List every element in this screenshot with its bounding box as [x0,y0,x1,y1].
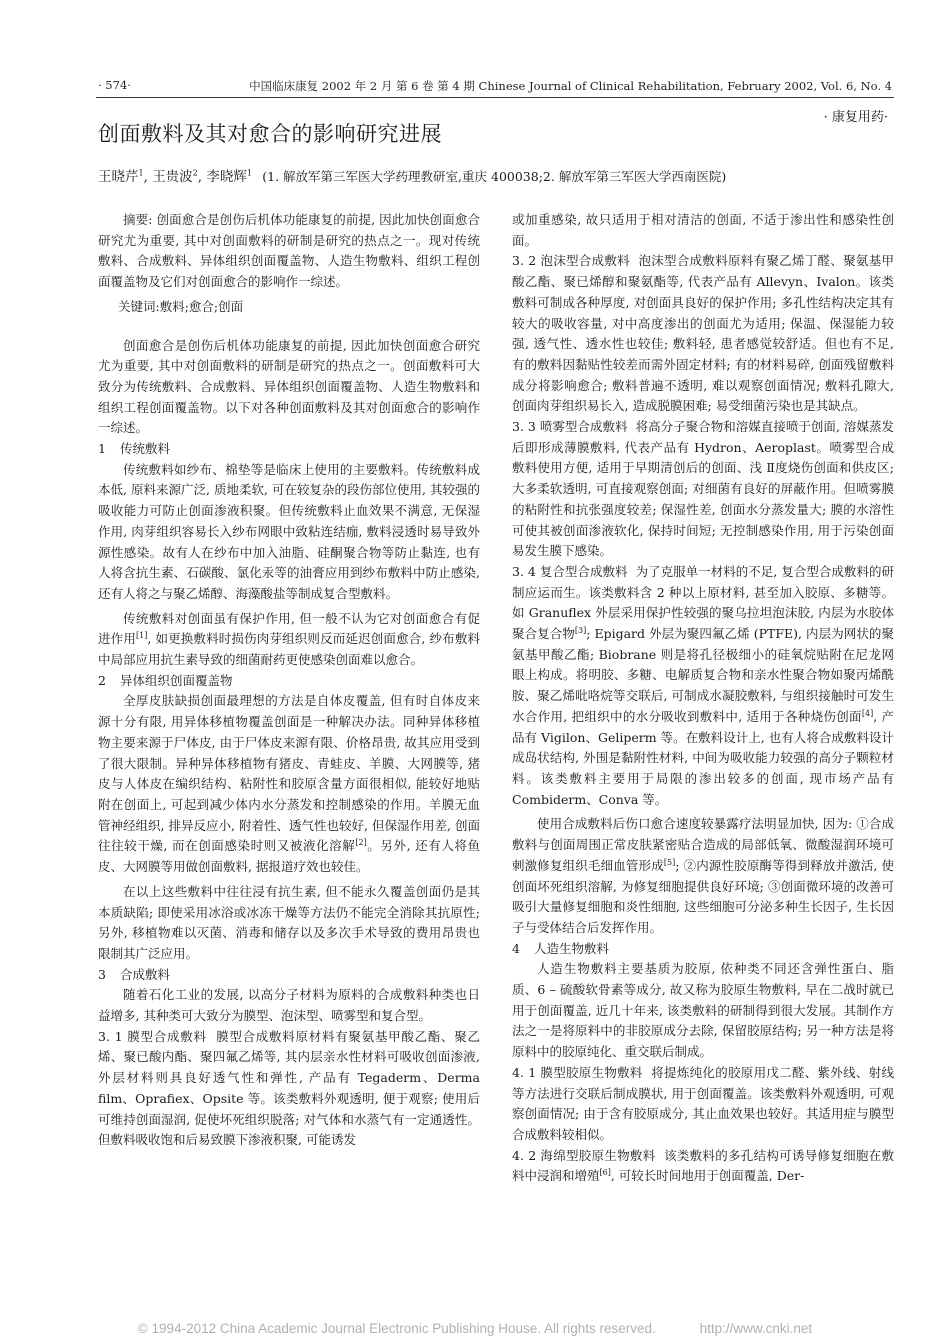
copyright-notice: © 1994-2012 China Academic Journal Electronic Publishing House. All rights reserved. [137,1321,656,1336]
section-heading-4: 4 人造生物敷料 [512,940,610,956]
left-column [98,210,480,1151]
paragraph: 随着石化工业的发展, 以高分子材料为原料的合成敷料种类也日益增多, 其种类可大致分为膜型、泡沫型、喷雾型和复合型。 [98,987,480,1024]
paragraph: 传统敷料对创面虽有保护作用, 但一般不认为它对创面愈合有促进作用[1], 如更换敷料时损伤肉芽组织则反而延迟创面愈合, 纱布敷料中局部应用抗生素导致的细菌耐药更使感染创面难以愈合。 [98,610,480,668]
footer [0,1321,950,1336]
author-name: 王晓芹 [98,169,139,185]
author-superscript: 1 [138,168,144,178]
intro-paragraph: 创面愈合是创伤后机体功能康复的前提, 因此加快创面愈合研究尤为重要, 其中对创面敷料的研制是研究的热点之一。创面敷料可大致分为传统敷料、合成敷料、异体组织创面覆盖物、人造生物敷料和组织工程创面覆盖物。以下对各种创面敷料及其对创面愈合的影响作一综述。 [98,337,480,436]
subsection-heading: 3. 1 膜型合成敷料 [98,1028,207,1044]
subsection-heading: 3. 3 喷雾型合成敷料 [512,419,628,435]
abstract: 摘要: 创面愈合是创伤后机体功能康复的前提, 因此加快创面愈合研究尤为重要, 其中对创面敷料的研制是研究的热点之一。现对传统敷料、合成敷料、异体组织创面覆盖物、人造生物敷料、组织工程创面覆盖物及它们对创面愈合的影响作一综述。 [98,212,480,290]
article-title: 创面敷料及其对愈合的影响研究进展 [98,122,442,146]
section-tag: · 康复用药· [823,110,888,125]
subsection-3-3: 3. 3 喷雾型合成敷料 将高分子聚合物和溶媒直接喷于创面, 溶媒蒸发后即形成薄膜敷料, 代表产品有 Hydron、Aeroplast。喷雾型合成敷料使用方便, 适用于早期清创后的创面、浅 Ⅱ度烧伤创面和供皮区; 大多柔软透明, 可直接观察创面; 对细菌有良好的屏蔽作用。但喷雾膜的粘附性和抗张强度较差; 保湿性差, 创面水分蒸发量大; 膜的水溶性可使其被创面渗液软化, 保持时间短; 无控制感染作用, 用于污染创面易发生膜下感染。 [512,419,895,559]
author-name: 王贵波 [152,169,193,185]
subsection-3-4: 3. 4 复合型合成敷料 为了克服单一材料的不足, 复合型合成敷料的研制应运而生。该类敷料含 2 种以上原材料, 甚至加入胶原、多糖等。如 Granuflex 外层采用保护性较强的聚乌拉坦泡沫胶, 内层为水胶体聚合复合物[3]; Epigard 外层为聚四氟乙烯 (PTFE), 内层为网状的聚氨基甲酸乙酯; Biobrane 则是将孔径极细小的硅氧烷贴附在尼龙网眼上构成。将明胶、多糖、电解质复合物和亲水性聚合物如聚丙烯酰胺、聚乙烯吡咯烷等交联后, 可制成水凝胶敷料, 与组织接触时可发生水合作用, 把组织中的水分吸收到敷料中, 适用于各种烧伤创面[4], 产品有 Vigilon、Geliperm 等。在敷料设计上, 也有人将合成敷料设计成岛状结构, 外围是黏附性材料, 中间为吸收能力较强的高分子颗粒材料。该类敷料主要用于局限的渗出较多的创面, 现市场产品有 Combiderm、Conva 等。 [512,563,895,807]
subsection-4-2: 4. 2 海绵型胶原生物敷料 该类敷料的多孔结构可诱导修复细胞在敷料中浸润和增殖[6], 可较长时间地用于创面覆盖, Der- [512,1147,894,1184]
right-column [512,210,894,1187]
author-superscript: 2 [192,168,198,178]
citation: [3] [574,625,587,635]
paragraph-continuation: 或加重感染, 故只适用于相对清洁的创面, 不适于渗出性和感染性创面。 [512,212,894,248]
page-number: · 574· [98,78,131,92]
citation: [6] [599,1168,611,1178]
citation: [2] [355,838,367,848]
keywords: 关键词:敷料;愈合;创面 [118,298,244,314]
paragraph: 传统敷料如纱布、棉垫等是临床上使用的主要敷料。传统敷料成本低, 原料来源广泛, 质地柔软, 可在较复杂的段伤部位使用, 其较强的吸收能力可防止创面渗液积聚。但传统敷料止血效果不满意, 无保湿作用, 肉芽组织容易长入纱布网眼中致粘连结痂, 敷料浸透时易导致外源性感染。故有人在纱布中加入油脂、硅酮聚合物等防止黏连, 也有人将含抗生素、石碳酸、氯化汞等的油膏应用到纱布敷料中防止感染, 还有人将之与聚乙烯醇、海藻酸盐等制成复合型敷料。 [98,461,480,601]
citation: [1] [136,631,148,641]
subsection-4-1: 4. 1 膜型胶原生物敷料 将提炼纯化的胶原用戊二醛、紫外线、射线等方法进行交联后制成膜状, 用于创面覆盖。该类敷料外观透明, 可观察创面情况; 由于含有胶原成分, 其止血效果也较好。其适用症与膜型合成敷料较相似。 [512,1064,894,1142]
paragraph: 人造生物敷料主要基质为胶原, 依种类不同还含弹性蛋白、脂质、6 – 硫酸软骨素等成分, 故又称为胶原生物敷料, 早在二战时就已用于创面覆盖, 近几十年来, 该类敷料的研制得到很大发展。其制作方法之一是将原料中的非胶原成分去除, 保留胶原结构; 另一种方法是将原料中的胶原纯化、重交联后制成。 [512,961,894,1060]
subsection-3-1: 3. 1 膜型合成敷料 膜型合成敷料原材料有聚氨基甲酸乙酯、聚乙烯、聚已酸内酯、聚四氟乙烯等, 其内层亲水性材料可吸收创面渗液, 外层材料则具良好透气性和弹性, 产品有 Tegaderm、Derma film、Oprafiex、Opsite 等。该类敷料外观透明, 便于观察; 使用后可维持创面湿润, 促使坏死组织脱落; 对气体和水蒸气有一定通透性。但敷料吸收饱和后易致膜下渗液积聚, 可能诱发 [98,1028,481,1148]
section-heading-2: 2 异体组织创面覆盖物 [98,672,233,688]
paragraph: 使用合成敷料后伤口愈合速度较暴露疗法明显加快, 因为: ①合成敷料与创面周围正常皮肤紧密贴合造成的局部低氧、微酸湿润环境可刺激修复组织毛细血管形成[5]; ②内源性胶原酶等得到释放并激活, 使创面坏死组织溶解, 为修复细胞提供良好环境; ③创面微环境的改善可吸引大量修复细胞和炎性细胞, 这些细胞可分泌多种生长因子, 生长因子与受体结合后发挥作用。 [512,816,894,935]
author-name: 李晓辉 [206,169,247,185]
author-superscript: 1 [246,168,252,178]
subsection-heading: 3. 2 泡沫型合成敷料 [512,253,630,269]
paragraph: 全厚皮肤缺损创面最理想的方法是自体皮覆盖, 但有时自体皮来源十分有限, 用异体移植物覆盖创面是一种解决办法。同种异体移植物主要来源于尸体皮, 由于尸体皮来源有限、价格昂贵, 故其应用受到了很大限制。异种异体移植物有猪皮、青蛙皮、羊膜、大网膜等, 猪皮与人体皮在编织结构、粘附性和胶原含量方面很相似, 能较好地贴附在创面上, 可起到减少体内水分蒸发和控制感染的作用。羊膜无血管神经组织, 排异反应小, 附着性、透气性也较好, 但保湿作用差, 创面往往较干燥, 而在创面感染时则又被液化溶解[2]。另外, 还有人将鱼皮、大网膜等用做创面敷料, 据报道疗效也较佳。 [98,693,481,875]
subsection-3-2: 3. 2 泡沫型合成敷料 泡沫型合成敷料原料有聚乙烯丁醛、聚氨基甲酸乙酯、聚已烯醇和聚氨酯等, 代表产品有 Allevyn、Ivalon。该类敷料可制成各种厚度, 对创面具良好的保护作用; 多孔性结构决定其有较大的吸收容量, 对中高度渗出的创面尤为适用; 保温、保湿能力较强, 透气性、透水性也较佳; 敷料轻, 患者感觉较舒适。但也有不足, 有的敷料因黏贴性较差而需外固定材料; 有的材料易碎, 创面残留敷料成分将影响愈合; 敷料普遍不透明, 难以观察创面情况; 敷料孔隙大, 创面肉芽组织易长入, 造成脱膜困难; 易受细菌污染也是其缺点。 [512,253,894,414]
author-line: 王晓芹$^1$, 王贵波$^2$, 李晓辉$^1$ (1. 解放军第三军医大学药理教研室,重庆 400038;2. 解放军第三军医大学西南医院) [98,168,727,185]
footer-url[interactable]: http://www.cnki.net [699,1321,813,1336]
section-heading-1: 1 传统敷料 [98,441,171,457]
author-affiliation: (1. 解放军第三军医大学药理教研室,重庆 400038;2. 解放军第三军医大学西南医院) [262,169,727,184]
section-heading-3: 3 合成敷料 [98,966,171,982]
header-rule [96,97,894,98]
subsection-heading: 4. 2 海绵型胶原生物敷料 [512,1147,656,1163]
subsection-heading: 3. 4 复合型合成敷料 [512,563,628,579]
paragraph: 在以上这些敷料中往往浸有抗生素, 但不能永久覆盖创面仍是其本质缺陷; 即使采用冰浴或冰冻干燥等方法仍不能完全消除其抗原性; 另外, 移植物难以灭菌、消毒和储存以及多次手术导致的费用昂贵也限制其广泛应用。 [98,883,480,961]
citation: [5] [663,857,676,867]
subsection-heading: 4. 1 膜型胶原生物敷料 [512,1064,643,1080]
citation: [4] [861,708,874,718]
journal-header: 中国临床康复 2002 年 2 月 第 6 卷 第 4 期 Chinese Journal of Clinical Rehabilitation, February 2002, Vol. 6, No. 4 [249,79,892,93]
